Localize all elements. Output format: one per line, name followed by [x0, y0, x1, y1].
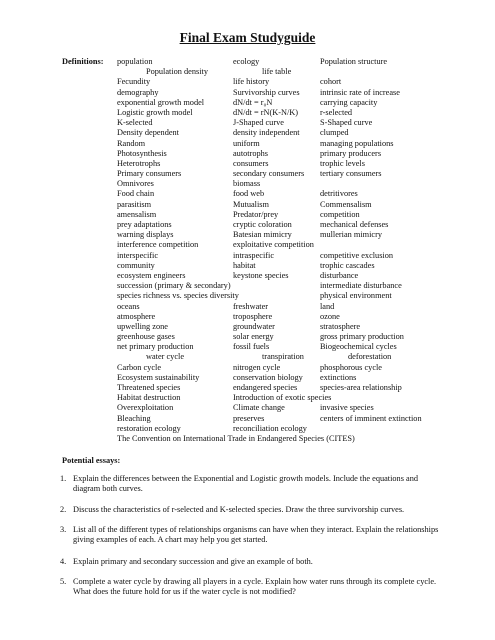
term-row [0, 424, 495, 434]
term: physical environment [320, 291, 392, 301]
term-row [0, 128, 495, 138]
term-row [0, 57, 495, 67]
term-row [0, 210, 495, 220]
term: secondary consumers [233, 169, 305, 179]
term: reconciliation ecology [233, 423, 307, 433]
term: density independent [233, 128, 300, 138]
term-row [0, 383, 495, 393]
term-row [0, 332, 495, 342]
term-row [0, 139, 495, 149]
term: Predator/prey [233, 209, 279, 219]
term: keystone species [233, 270, 289, 280]
term: detritivores [320, 189, 358, 199]
term: water cycle [146, 352, 185, 362]
term: food web [233, 189, 265, 199]
term: net primary production [117, 342, 194, 352]
term: Ecosystem sustainability [117, 372, 200, 382]
term: carrying capacity [320, 97, 378, 107]
term: invasive species [320, 403, 374, 413]
term: extinctions [320, 372, 357, 382]
term-row [0, 403, 495, 413]
term: competition [320, 209, 360, 219]
term: succession (primary & secondary) [117, 281, 231, 291]
term-row [0, 393, 495, 403]
term: dN/dt = r₀N [233, 97, 273, 107]
term-row [0, 118, 495, 128]
term: exploitative competition [233, 240, 314, 250]
term: J-Shaped curve [233, 118, 284, 128]
term: biomass [233, 179, 261, 189]
term: trophic levels [320, 158, 365, 168]
term: intraspecific [233, 250, 275, 260]
term-row [0, 108, 495, 118]
term-row [0, 149, 495, 159]
term: tertiary consumers [320, 169, 382, 179]
term: preserves [233, 413, 265, 423]
term: restoration ecology [117, 423, 181, 433]
term: Omnivores [117, 179, 154, 189]
term-row [0, 312, 495, 322]
essay-item [60, 474, 440, 495]
term-row [0, 200, 495, 210]
term-row [0, 322, 495, 332]
term-row [0, 230, 495, 240]
term-row [0, 189, 495, 199]
term: life history [233, 77, 270, 87]
term: S-Shaped curve [320, 118, 373, 128]
essay-item [60, 577, 440, 598]
term: Habitat destruction [117, 393, 181, 403]
term: competitive exclusion [320, 250, 394, 260]
essay-item [60, 525, 440, 546]
term: consumers [233, 158, 269, 168]
term-row [0, 281, 495, 291]
term: Density dependent [117, 128, 179, 138]
term: ecosystem engineers [117, 270, 186, 280]
term: Commensalism [320, 199, 372, 209]
term: Survivorship curves [233, 87, 300, 97]
term: solar energy [233, 332, 274, 342]
term-row [0, 363, 495, 373]
essay-text: Complete a water cycle by drawing all players in a cycle. Explain how water runs through its complete cycle. What does the future hold for us if the water cycle is not modified? [73, 577, 437, 597]
term: clumped [320, 128, 349, 138]
term: gross primary production [320, 332, 404, 342]
term: upwelling zone [117, 321, 168, 331]
term: population [117, 57, 153, 66]
term: Population density [146, 67, 208, 77]
term: Heterotrophs [117, 158, 161, 168]
term: ozone [320, 311, 340, 321]
definitions-label: Definitions: [62, 57, 104, 66]
term: amensalism [117, 209, 157, 219]
term: autotrophs [233, 148, 269, 158]
term: habitat [233, 260, 256, 270]
term: fossil fuels [233, 342, 270, 352]
term: demography [117, 87, 159, 97]
term: Photosynthesis [117, 148, 167, 158]
term: dN/dt = rN(K-N/K) [233, 107, 299, 117]
term: prey adaptations [117, 220, 172, 229]
term: Biogeochemical cycles [320, 342, 397, 352]
term: nitrogen cycle [233, 362, 281, 372]
term: Food chain [117, 189, 155, 199]
term: species richness vs. species diversity [117, 291, 239, 301]
term-row [0, 434, 495, 444]
term: primary producers [320, 148, 382, 158]
term: The Convention on International Trade in Endangered Species (CITES) [117, 433, 355, 443]
essays-label: Potential essays: [62, 456, 121, 465]
term-row [0, 179, 495, 189]
essay-text: List all of the different types of relationships organisms can have when they interact. Explain the relationships giving examples of each. A chart may help you get started. [73, 525, 439, 545]
term: warning displays [117, 230, 174, 240]
essay-number: 5. [60, 577, 67, 586]
term: cryptic coloration [233, 220, 292, 229]
term-row [0, 77, 495, 87]
term: intrinsic rate of increase [320, 87, 400, 97]
term: life table [262, 67, 292, 77]
term-row [0, 240, 495, 250]
term: K-selected [117, 118, 153, 128]
term: Batesian mimicry [233, 230, 292, 240]
term: Random [117, 138, 146, 148]
term: species-area relationship [320, 383, 402, 392]
term: parasitism [117, 199, 152, 209]
page-title: Final Exam Studyguide [179, 30, 316, 45]
term-row [0, 169, 495, 179]
term: Logistic growth model [117, 107, 193, 117]
term: land [320, 301, 335, 311]
term-row [0, 291, 495, 301]
essay-text: Explain primary and secondary succession and give an example of both. [73, 557, 313, 566]
term: mullerian mimicry [320, 230, 382, 240]
terms-list [0, 57, 495, 444]
essay-number: 2. [60, 505, 67, 514]
term-row [0, 271, 495, 281]
essay-item [60, 505, 440, 515]
term: r-selected [320, 107, 353, 117]
term: uniform [233, 138, 260, 148]
term: trophic cascades [320, 260, 375, 270]
term-row [0, 302, 495, 312]
term-row [0, 159, 495, 169]
essay-number: 1. [60, 474, 67, 483]
term: oceans [117, 301, 140, 311]
term: exponential growth model [117, 97, 205, 107]
term-row [0, 251, 495, 261]
term: freshwater [233, 301, 269, 311]
term: mechanical defenses [320, 220, 389, 229]
term: greenhouse gases [117, 332, 175, 342]
term: ecology [233, 57, 260, 66]
term-row [0, 352, 495, 362]
term: centers of imminent extinction [320, 413, 422, 423]
term: interspecific [117, 250, 159, 260]
term: deforestation [348, 352, 392, 362]
term: conservation biology [233, 372, 303, 382]
term: Fecundity [117, 77, 151, 87]
term-row [0, 98, 495, 108]
term: transpiration [262, 352, 304, 362]
term: disturbance [320, 270, 359, 280]
term: stratosphere [320, 321, 361, 331]
term: groundwater [233, 321, 275, 331]
term: Introduction of exotic species [233, 393, 332, 403]
term: Carbon cycle [117, 362, 162, 372]
essay-text: Explain the differences between the Exponential and Logistic growth models. Include the equations and diagram both curves. [73, 474, 418, 494]
term: Population structure [320, 57, 388, 66]
term-row [0, 88, 495, 98]
term: intermediate disturbance [320, 281, 402, 291]
term: Mutualism [233, 199, 269, 209]
term: phosphorous cycle [320, 362, 382, 372]
term: cohort [320, 77, 342, 87]
term: Threatened species [117, 383, 181, 392]
term: Climate change [233, 403, 285, 413]
term-row [0, 373, 495, 383]
term: endangered species [233, 383, 298, 392]
term: Overexploitation [117, 403, 174, 413]
term: Bleaching [117, 413, 151, 423]
term: Primary consumers [117, 169, 182, 179]
term: community [117, 260, 155, 270]
term-row [0, 261, 495, 271]
term-row [0, 342, 495, 352]
term-row [0, 414, 495, 424]
essay-number: 3. [60, 525, 67, 534]
essay-text: Discuss the characteristics of r-selected and K-selected species. Draw the three survivorship curves. [73, 505, 405, 514]
term-row [0, 220, 495, 230]
term-row [0, 67, 495, 77]
term: managing populations [320, 138, 394, 148]
essay-number: 4. [60, 557, 67, 566]
term: atmosphere [117, 311, 156, 321]
term: troposphere [233, 311, 273, 321]
essay-item [60, 557, 440, 567]
term: interference competition [117, 240, 199, 250]
